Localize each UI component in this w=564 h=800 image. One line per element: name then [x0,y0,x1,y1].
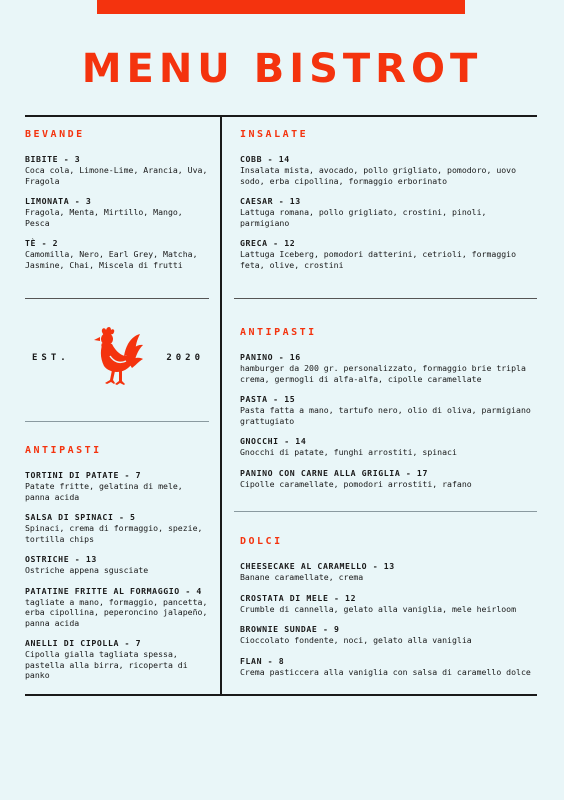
item-name: ANELLI DI CIPOLLA - 7 [25,638,142,648]
section-heading: INSALATE [240,129,309,140]
item-name: PATATINE FRITTE AL FORMAGGIO - 4 [25,585,202,596]
item-name: BROWNIE SUNDAE - 9 [240,624,340,634]
section-antipasti-left [25,445,210,691]
est-label: EST. [32,353,70,363]
left-divider-lower [25,421,209,422]
item-desc: Lattuga romana, pollo grigliato, crostini, pinoli, parmigiano [240,207,487,228]
item-desc: Cioccolato fondente, noci, gelato alla vaniglia [240,635,472,645]
bottom-divider [25,694,537,696]
menu-item [240,561,535,583]
item-name: OSTRICHE - 13 [25,554,97,564]
item-name: BIBITE - 3 [25,154,81,164]
menu-item [240,656,535,678]
item-name: PANINO CON CARNE ALLA GRIGLIA - 17 [240,467,428,478]
item-name: CROSTATA DI MELE - 12 [240,592,357,603]
item-name: CHEESECAKE AL CARAMELLO - 13 [240,561,395,571]
item-desc: Patate fritte, gelatina di mele, panna acida [25,481,183,502]
menu-item [240,196,535,228]
section-heading: ANTIPASTI [240,327,317,338]
item-name: GNOCCHI - 14 [240,436,307,446]
section-heading: BEVANDE [25,129,85,140]
item-desc: Insalata mista, avocado, pollo grigliato, pomodoro, uovo sodo, erba cipollina, formaggio erborinato [240,165,517,186]
menu-item [25,470,210,502]
item-name: COBB - 14 [240,154,290,164]
item-desc: Fragola, Menta, Mirtillo, Mango, Pesca [25,207,183,228]
menu-item [25,586,210,629]
est-year: 2020 [166,353,204,363]
menu-item [25,154,210,186]
item-desc: Lattuga Iceberg, pomodori datterini, cetrioli, formaggio feta, olive, crostini [240,249,517,270]
item-desc: hamburger da 200 gr. personalizzato, formaggio brie tripla crema, germogli di alfa-alfa, cipolle caramellate [240,363,526,384]
item-name: PASTA - 15 [240,394,296,404]
section-bevande [25,129,210,280]
rooster-icon [88,326,144,388]
item-desc: Cipolle caramellate, pomodori arrostiti, rafano [240,478,472,489]
menu-item [240,436,535,458]
section-insalate [240,129,535,280]
section-heading: ANTIPASTI [25,445,102,456]
item-desc: tagliate a mano, formaggio, pancetta, erba cipollina, peperoncino jalapeño, panna acida [25,596,208,628]
page-title: MENU BISTROT [81,46,483,92]
left-divider-upper [25,298,209,299]
item-name: PANINO - 16 [240,352,301,362]
menu-item [240,154,535,186]
item-name: FLAN - 8 [240,655,285,666]
menu-item [25,512,210,544]
column-divider [220,115,222,696]
menu-item [240,468,535,490]
item-name: LIMONATA - 3 [25,196,92,206]
item-desc: Coca cola, Limone-Lime, Arancia, Uva, Fragola [25,165,208,186]
right-divider-upper [234,298,537,299]
menu-item [25,638,210,681]
item-desc: Camomilla, Nero, Earl Grey, Matcha, Jasmine, Chai, Miscela di frutti [25,249,198,270]
menu-item [25,238,210,270]
item-name: GRECA - 12 [240,238,296,248]
item-name: TÈ - 2 [25,238,59,248]
item-desc: Crumble di cannella, gelato alla vaniglia, mele heirloom [240,603,517,614]
top-divider [25,115,537,117]
item-name: CAESAR - 13 [240,196,301,206]
menu-item [240,352,535,384]
established-emblem [26,320,210,400]
menu-item [25,554,210,576]
section-antipasti-right [240,327,535,499]
item-desc: Gnocchi di patate, funghi arrostiti, spinaci [240,447,457,457]
item-desc: Ostriche appena sgusciate [25,565,149,575]
item-desc: Pasta fatta a mano, tartufo nero, olio di oliva, parmigiano grattugiato [240,405,531,426]
item-desc: Banane caramellate, crema [240,572,364,582]
item-name: TORTINI DI PATATE - 7 [25,470,142,480]
item-name: SALSA DI SPINACI - 5 [25,512,136,522]
section-dolci [240,536,535,687]
section-heading: DOLCI [240,536,283,547]
right-divider-lower [234,511,537,512]
item-desc: Cipolla gialla tagliata spessa, pastella alla birra, ricoperta di panko [25,649,188,680]
menu-item [240,593,535,615]
item-desc: Crema pasticcera alla vaniglia con salsa di caramello dolce [240,666,531,677]
top-accent-bar [97,0,465,14]
menu-item [25,196,210,228]
menu-item [240,624,535,646]
item-desc: Spinaci, crema di formaggio, spezie, tortilla chips [25,523,203,544]
menu-item [240,238,535,270]
menu-item [240,394,535,426]
